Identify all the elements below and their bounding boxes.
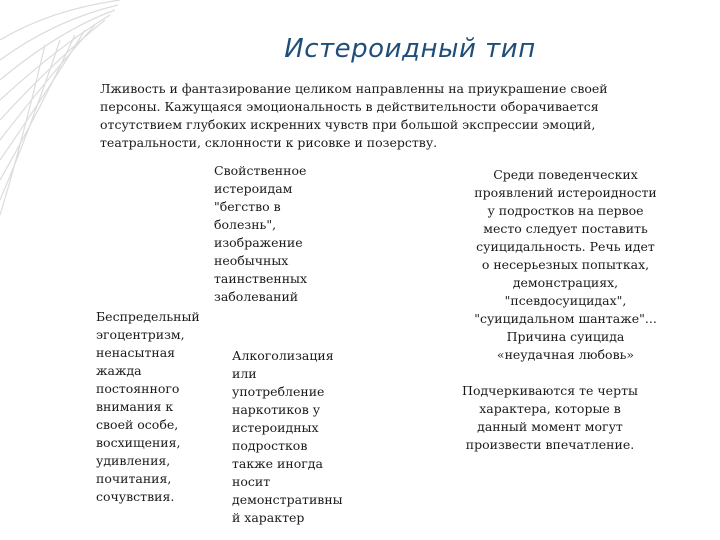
escape-into-illness-text: Свойственное истероидам "бегство в болезнь", изображение необычных таинственных заболеваний xyxy=(214,163,308,304)
egocentrism-text: Беспредельный эгоцентризм, ненасытная жажда постоянного внимания к своей особе, восхищения, удивления, почитания, сочувствия. xyxy=(96,309,200,504)
slide-title: Истероидный тип xyxy=(284,34,536,64)
intro-paragraph: Лживость и фантазирование целиком направленны на приукрашение своей персоны. Кажущаяся эмоциональность в действительности оборачивается отсутствием глубоких искренних чувств при большой экспрессии эмоций, театральности, склонности к рисовке и позерству. xyxy=(100,81,608,150)
suicidality-text: Среди поведенческих проявлений истероидности у подростков на первое место следует поставить суицидальность. Речь идет о несерьезных попытках, демонстрациях, "псевдосуицидах", "суицидальном шантаже"... Причина суицида «неудачная любовь» xyxy=(474,167,657,362)
alcohol-drugs-text: Алкоголизация или употребление наркотиков у истероидных подростков также иногда носит демонстративны й характер xyxy=(232,348,343,525)
emphasized-traits-text: Подчеркиваются те черты характера, которые в данный момент могут произвести впечатление. xyxy=(462,383,638,452)
